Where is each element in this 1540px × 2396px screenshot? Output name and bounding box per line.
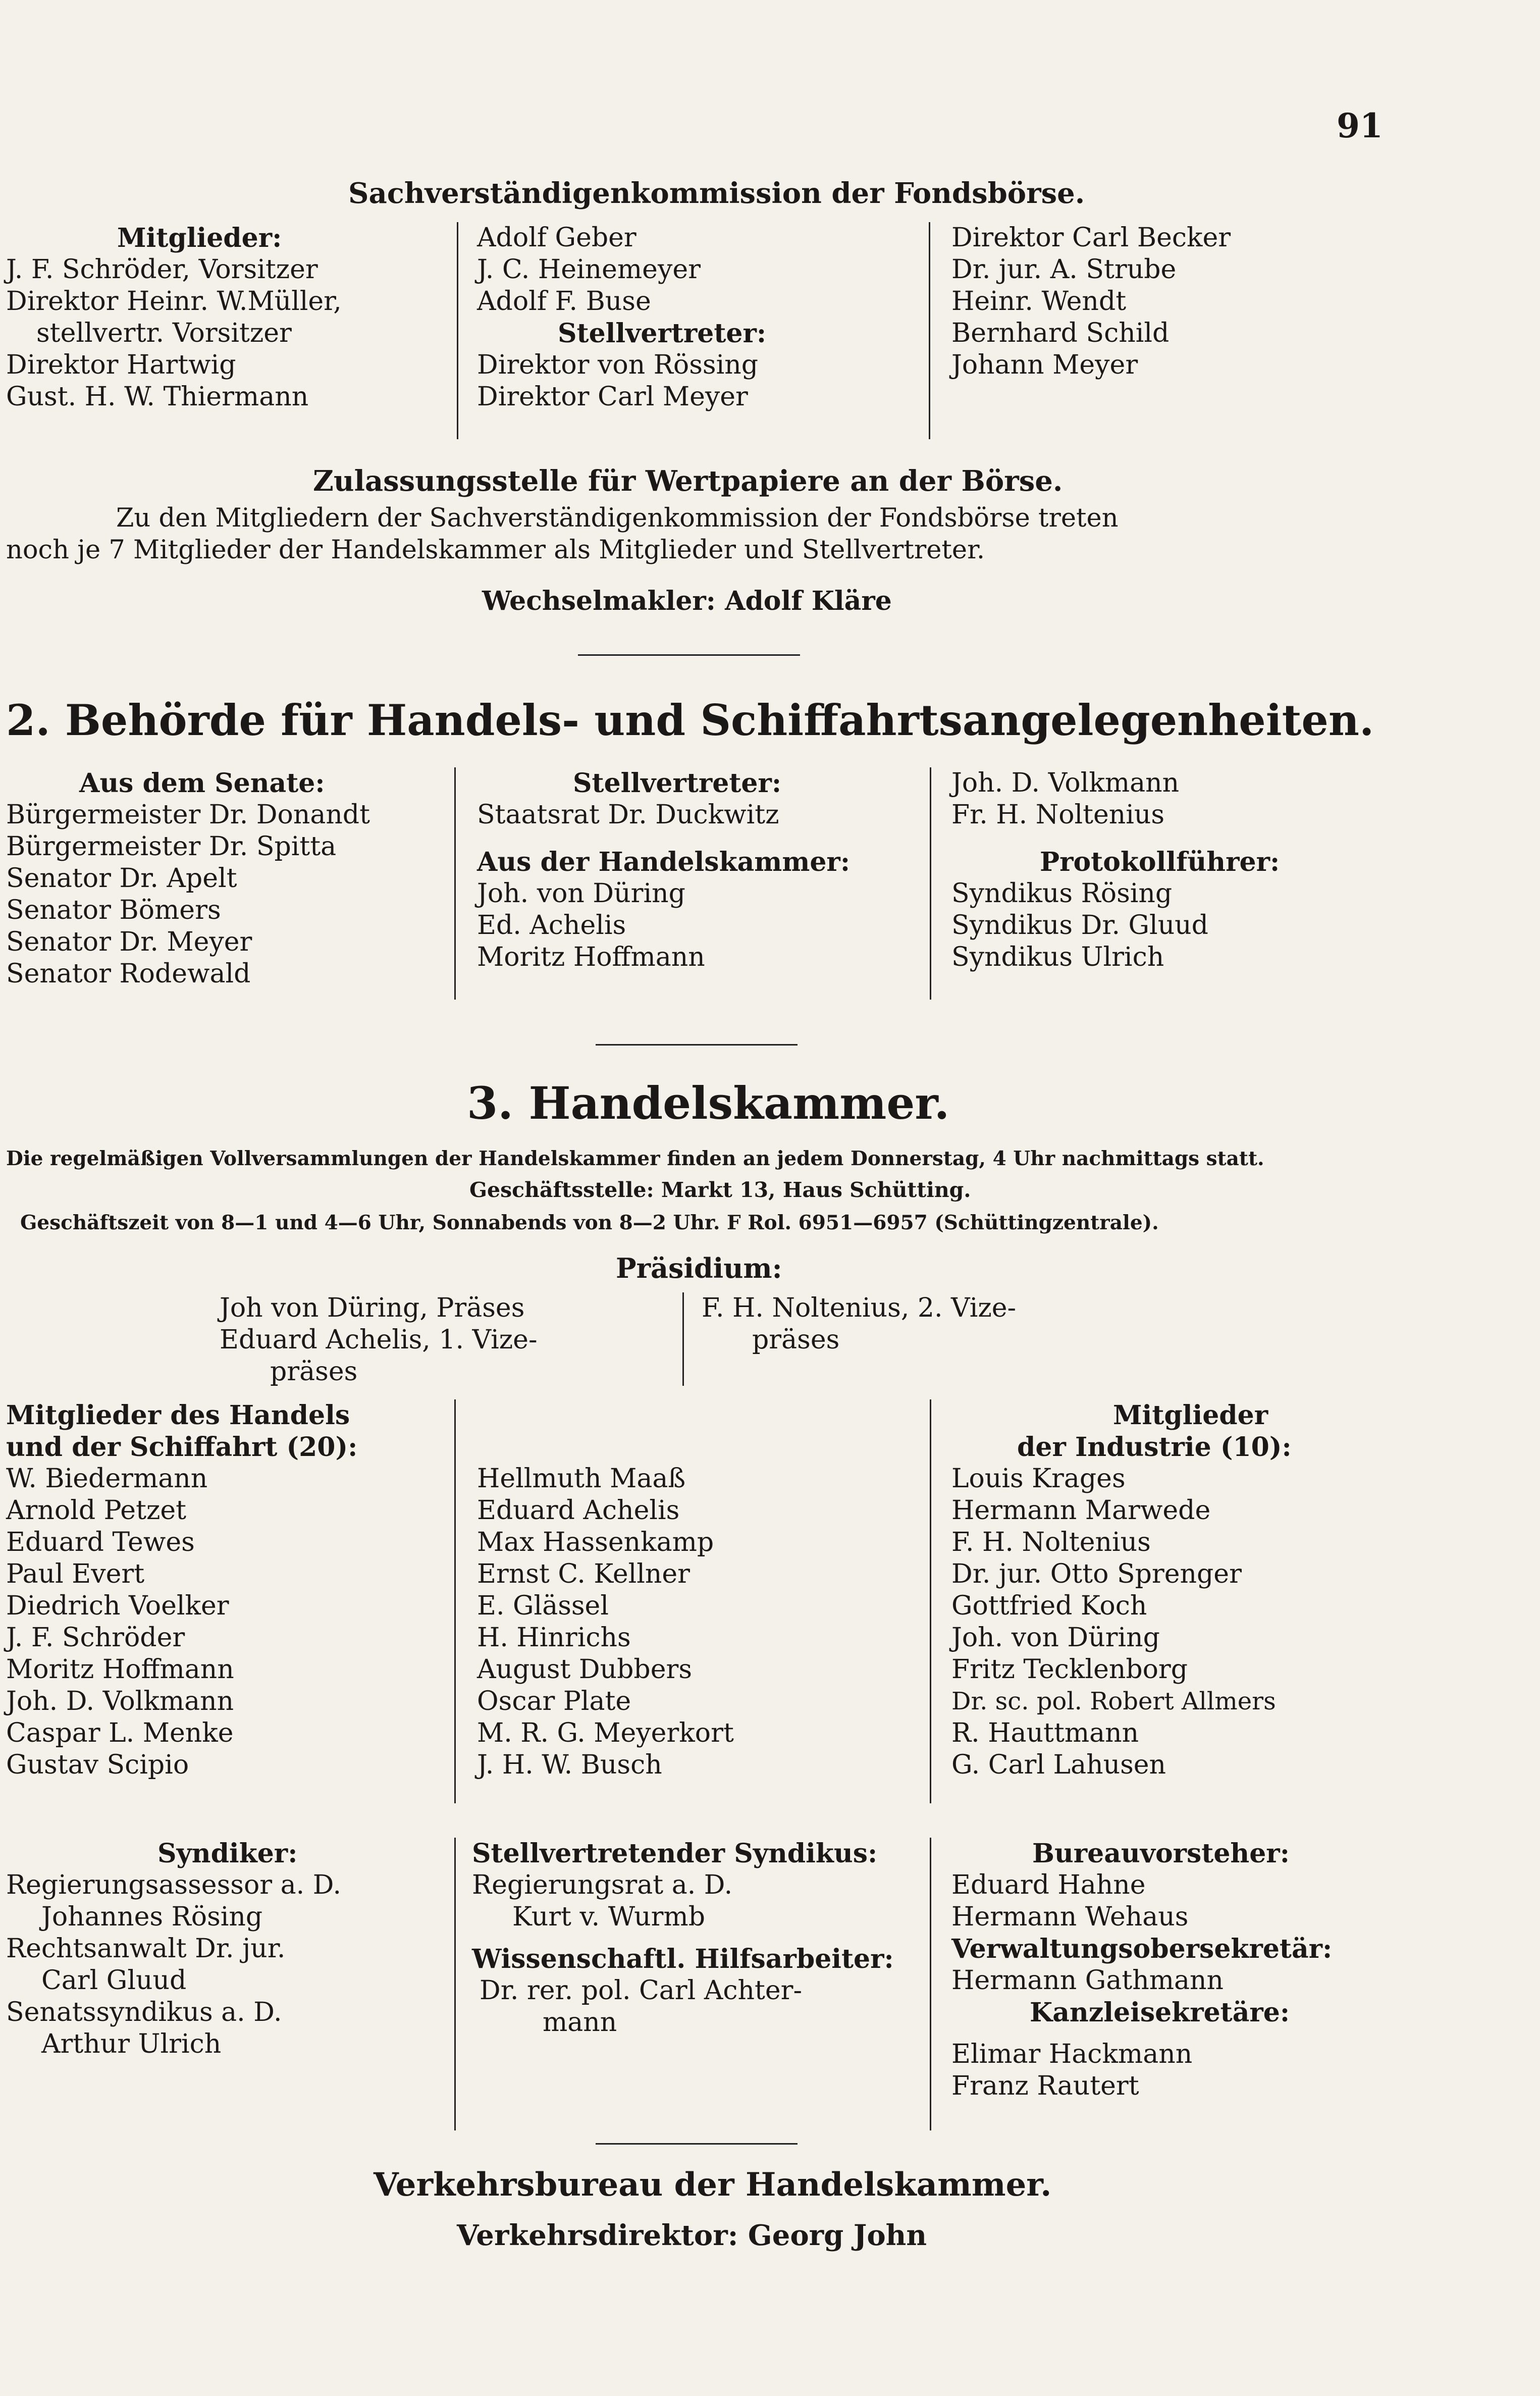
- list-item: Syndikus Rösing: [951, 878, 1173, 909]
- section-3-title: 3. Handelskammer.: [467, 1077, 950, 1129]
- list-item: mann: [543, 2007, 617, 2038]
- list-item: Regierungsassessor a. D.: [6, 1870, 342, 1900]
- list-item: Eduard Achelis: [477, 1495, 680, 1526]
- list-item: Hermann Gathmann: [951, 1965, 1224, 1996]
- hk-info-line-3: Geschäftszeit von 8—1 und 4—6 Uhr, Sonnabends von 8—2 Uhr. F Rol. 6951—6957 (Schüttingzentrale).: [20, 1211, 1159, 1234]
- list-item: Eduard Achelis, 1. Vize-: [220, 1325, 538, 1355]
- list-item: Ernst C. Kellner: [477, 1559, 691, 1589]
- list-item: Dr. sc. pol. Robert Allmers: [951, 1687, 1276, 1715]
- list-item: Moritz Hoffmann: [477, 942, 705, 972]
- list-item: Hermann Wehaus: [951, 1902, 1189, 1932]
- list-item: Eduard Hahne: [951, 1870, 1146, 1900]
- fondsboerse-col1: [6, 222, 342, 413]
- verkehrsdirektor: Verkehrsdirektor: Georg John: [457, 2219, 927, 2252]
- zulassung-title: Zulassungsstelle für Wertpapiere an der Börse.: [313, 464, 1063, 498]
- list-item: Dr. jur. A. Strube: [951, 254, 1177, 285]
- list-item: Gottfried Koch: [951, 1591, 1147, 1621]
- verw-heading: Verwaltungsobersekretär:: [951, 1934, 1333, 1964]
- stv-syndikus-heading: Stellvertretender Syndikus:: [472, 1838, 878, 1869]
- column-divider: [457, 222, 458, 439]
- list-item: Joh. von Düring: [951, 1623, 1160, 1653]
- list-item: Senator Bömers: [6, 895, 221, 925]
- zulassung-line-2: noch je 7 Mitglieder der Handelskammer als Mitglieder und Stellvertreter.: [6, 535, 985, 565]
- list-item: F. H. Noltenius, 2. Vize-: [702, 1293, 1017, 1323]
- list-item: Johannes Rösing: [41, 1902, 263, 1932]
- deputies-heading: Stellvertreter:: [558, 318, 767, 349]
- list-item: Joh von Düring, Präses: [220, 1293, 525, 1323]
- list-item: M. R. G. Meyerkort: [477, 1718, 734, 1748]
- praesidium-right: [702, 1292, 1016, 1356]
- column-divider: [930, 767, 931, 1000]
- list-item: Diedrich Voelker: [6, 1591, 229, 1621]
- list-item: Eduard Tewes: [6, 1527, 195, 1557]
- list-item: Paul Evert: [6, 1559, 145, 1589]
- list-item: Joh. D. Volkmann: [6, 1686, 234, 1716]
- list-item: Syndikus Ulrich: [951, 942, 1164, 972]
- list-item: präses: [270, 1357, 358, 1387]
- wechselmakler: Wechselmakler: Adolf Kläre: [482, 586, 892, 616]
- list-item: Dr. rer. pol. Carl Achter-: [480, 1975, 803, 2006]
- list-item: Joh. von Düring: [477, 878, 685, 909]
- list-item: W. Biedermann: [6, 1464, 208, 1494]
- zulassung-line-1: Zu den Mitgliedern der Sachverständigenkommission der Fondsbörse treten: [116, 503, 1119, 533]
- column-divider: [682, 1292, 684, 1386]
- praesidium-left: [220, 1292, 538, 1388]
- list-item: Syndikus Dr. Gluud: [951, 910, 1208, 941]
- hk-info-line-2: Geschäftsstelle: Markt 13, Haus Schütting.: [469, 1178, 971, 1202]
- list-item: Arthur Ulrich: [41, 2029, 222, 2059]
- list-item: Senator Dr. Meyer: [6, 927, 252, 957]
- list-item: Franz Rautert: [951, 2071, 1139, 2101]
- list-item: J. F. Schröder: [6, 1623, 185, 1653]
- list-item: Direktor Carl Becker: [951, 223, 1231, 253]
- list-item: Hellmuth Maaß: [477, 1464, 686, 1494]
- list-item: Direktor von Rössing: [477, 350, 758, 380]
- list-item: Dr. jur. Otto Sprenger: [951, 1559, 1242, 1589]
- list-item: Johann Meyer: [951, 350, 1138, 380]
- list-item: Bürgermeister Dr. Donandt: [6, 800, 370, 830]
- page-number: 91: [1337, 106, 1383, 145]
- protokollfuehrer-heading: Protokollführer:: [1040, 847, 1280, 877]
- praesidium-heading: Präsidium:: [616, 1252, 782, 1284]
- list-item: J. H. W. Busch: [477, 1750, 662, 1780]
- list-item: Rechtsanwalt Dr. jur.: [6, 1934, 286, 1964]
- list-item: Kurt v. Wurmb: [512, 1902, 706, 1932]
- list-item: J. F. Schröder, Vorsitzer: [6, 254, 318, 285]
- list-item: Louis Krages: [951, 1464, 1126, 1494]
- stellvertreter-heading: Stellvertreter:: [573, 768, 782, 799]
- column-divider: [454, 1838, 456, 2130]
- wiss-heading: Wissenschaftl. Hilfsarbeiter:: [472, 1944, 894, 1974]
- list-item: Fritz Tecklenborg: [951, 1654, 1188, 1685]
- column-divider: [929, 222, 930, 439]
- list-item: G. Carl Lahusen: [951, 1750, 1166, 1780]
- list-item: Senator Rodewald: [6, 959, 251, 989]
- list-item: Bernhard Schild: [951, 318, 1170, 348]
- list-item: E. Glässel: [477, 1591, 609, 1621]
- list-item: Oscar Plate: [477, 1686, 631, 1716]
- list-item: Arnold Petzet: [6, 1495, 187, 1526]
- syndiker-heading: Syndiker:: [157, 1838, 298, 1869]
- list-item: Senatssyndikus a. D.: [6, 1997, 282, 2027]
- list-item: Direktor Hartwig: [6, 350, 236, 380]
- divider-rule: [596, 2143, 798, 2145]
- list-item: Direktor Heinr. W.Müller,: [6, 286, 342, 317]
- list-item: Max Hassenkamp: [477, 1527, 714, 1557]
- handelskammer-heading: Aus der Handelskammer:: [477, 847, 851, 877]
- list-item: August Dubbers: [477, 1654, 693, 1685]
- list-item: Staatsrat Dr. Duckwitz: [477, 800, 779, 830]
- list-item: Moritz Hoffmann: [6, 1654, 234, 1685]
- list-item: Regierungsrat a. D.: [472, 1870, 733, 1900]
- list-item: Senator Dr. Apelt: [6, 863, 237, 894]
- divider-rule: [596, 1044, 798, 1046]
- members-industry-col: [951, 1399, 1292, 1781]
- list-item: Elimar Hackmann: [951, 2039, 1193, 2069]
- list-item: F. H. Noltenius: [951, 1527, 1151, 1557]
- hk-info-line-1: Die regelmäßigen Vollversammlungen der Handelskammer finden an jedem Donnerstag, 4 Uhr nachmittags statt.: [6, 1147, 1264, 1170]
- list-item: Direktor Carl Meyer: [477, 382, 748, 412]
- behoerde-col3: [951, 767, 1280, 973]
- list-item: stellvertr. Vorsitzer: [36, 318, 292, 348]
- members-heading: Mitglieder:: [117, 223, 282, 253]
- members-trade-heading-1: Mitglieder des Handels: [6, 1400, 350, 1431]
- verkehrsbureau-title: Verkehrsbureau der Handelskammer.: [374, 2166, 1052, 2204]
- list-item: H. Hinrichs: [477, 1623, 631, 1653]
- list-item: Heinr. Wendt: [951, 286, 1127, 317]
- list-item: Gustav Scipio: [6, 1750, 189, 1780]
- list-item: Gust. H. W. Thiermann: [6, 382, 309, 412]
- members-industry-heading-1: Mitglieder: [1113, 1400, 1268, 1431]
- list-item: Bürgermeister Dr. Spitta: [6, 831, 337, 862]
- syndiker-col: [6, 1838, 341, 2060]
- list-item: Ed. Achelis: [477, 910, 626, 941]
- members-trade-col: [6, 1399, 357, 1781]
- staff-mid-col: [472, 1838, 894, 2039]
- fondsboerse-col2: [477, 222, 766, 413]
- members-industry-heading-2: der Industrie (10):: [1017, 1432, 1292, 1463]
- members-mid-col: [477, 1463, 734, 1781]
- staff-right-col: [951, 1838, 1332, 2102]
- list-item: Adolf F. Buse: [477, 286, 651, 317]
- bureau-heading: Bureauvorsteher:: [1032, 1838, 1290, 1869]
- divider-rule: [578, 654, 800, 656]
- list-item: Caspar L. Menke: [6, 1718, 234, 1748]
- behoerde-col2: [477, 767, 850, 973]
- senat-heading: Aus dem Senate:: [79, 768, 325, 799]
- section-2-title: 2. Behörde für Handels- und Schiffahrtsangelegenheiten.: [6, 695, 1374, 745]
- list-item: Adolf Geber: [477, 223, 636, 253]
- list-item: Joh. D. Volkmann: [951, 768, 1180, 798]
- behoerde-col1: [6, 767, 370, 990]
- column-divider: [454, 767, 456, 1000]
- list-item: R. Hauttmann: [951, 1718, 1139, 1748]
- list-item: präses: [752, 1325, 840, 1355]
- list-item: Hermann Marwede: [951, 1495, 1211, 1526]
- fondsboerse-col3: [951, 222, 1231, 381]
- column-divider: [454, 1399, 456, 1803]
- list-item: J. C. Heinemeyer: [477, 254, 701, 285]
- list-item: Fr. H. Noltenius: [951, 800, 1165, 830]
- column-divider: [930, 1399, 931, 1803]
- members-trade-heading-2: und der Schiffahrt (20):: [6, 1432, 358, 1463]
- kanzlei-heading: Kanzleisekretäre:: [1030, 1997, 1290, 2028]
- list-item: Carl Gluud: [41, 1965, 187, 1996]
- fondsboerse-title: Sachverständigenkommission der Fondsbörse.: [348, 177, 1085, 210]
- column-divider: [930, 1838, 931, 2130]
